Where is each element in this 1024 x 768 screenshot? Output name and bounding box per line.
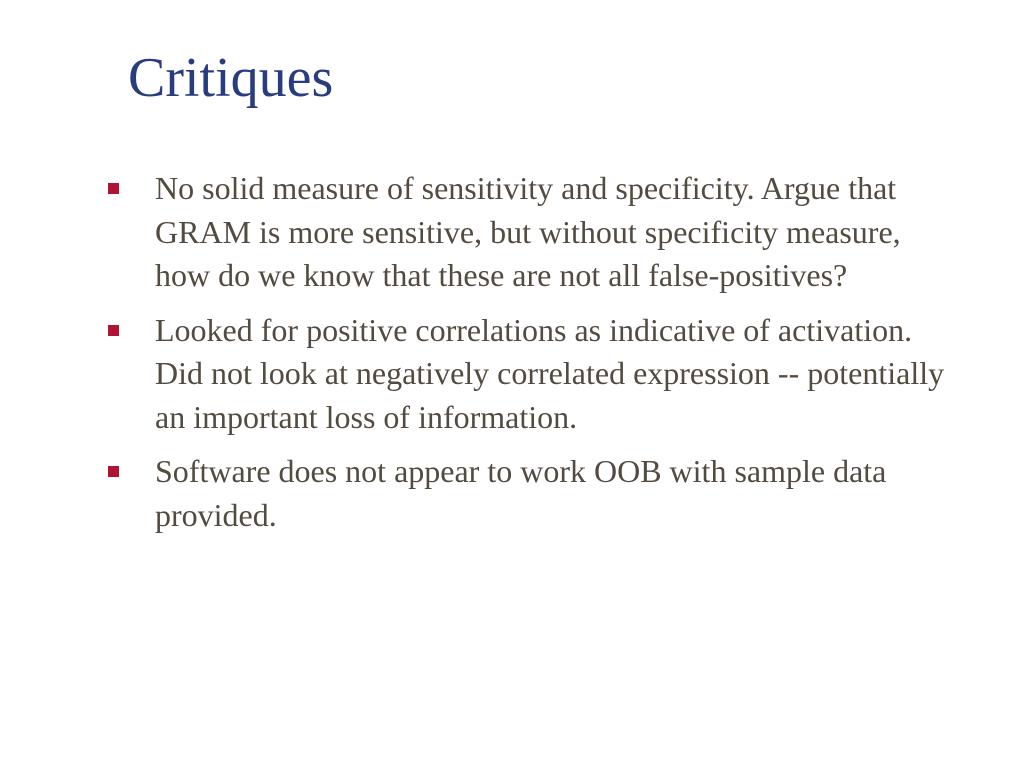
bullet-text: Looked for positive correlations as indicative of activation. Did not look at negatively correlated expression -- potentially an important loss of information. xyxy=(155,311,945,435)
bullet-text: Software does not appear to work OOB with sample data provided. xyxy=(155,453,887,533)
bullet-item xyxy=(106,450,946,537)
square-bullet-icon xyxy=(108,183,119,194)
bullet-text: No solid measure of sensitivity and specificity. Argue that GRAM is more sensitive, but without specificity measure, how do we know that these are not all false-positives? xyxy=(155,170,901,293)
bullet-item xyxy=(106,309,946,440)
bullet-list xyxy=(106,167,946,548)
slide-title: Critiques xyxy=(128,47,334,109)
square-bullet-icon xyxy=(108,325,119,336)
square-bullet-icon xyxy=(108,466,119,477)
bullet-item xyxy=(106,167,946,298)
